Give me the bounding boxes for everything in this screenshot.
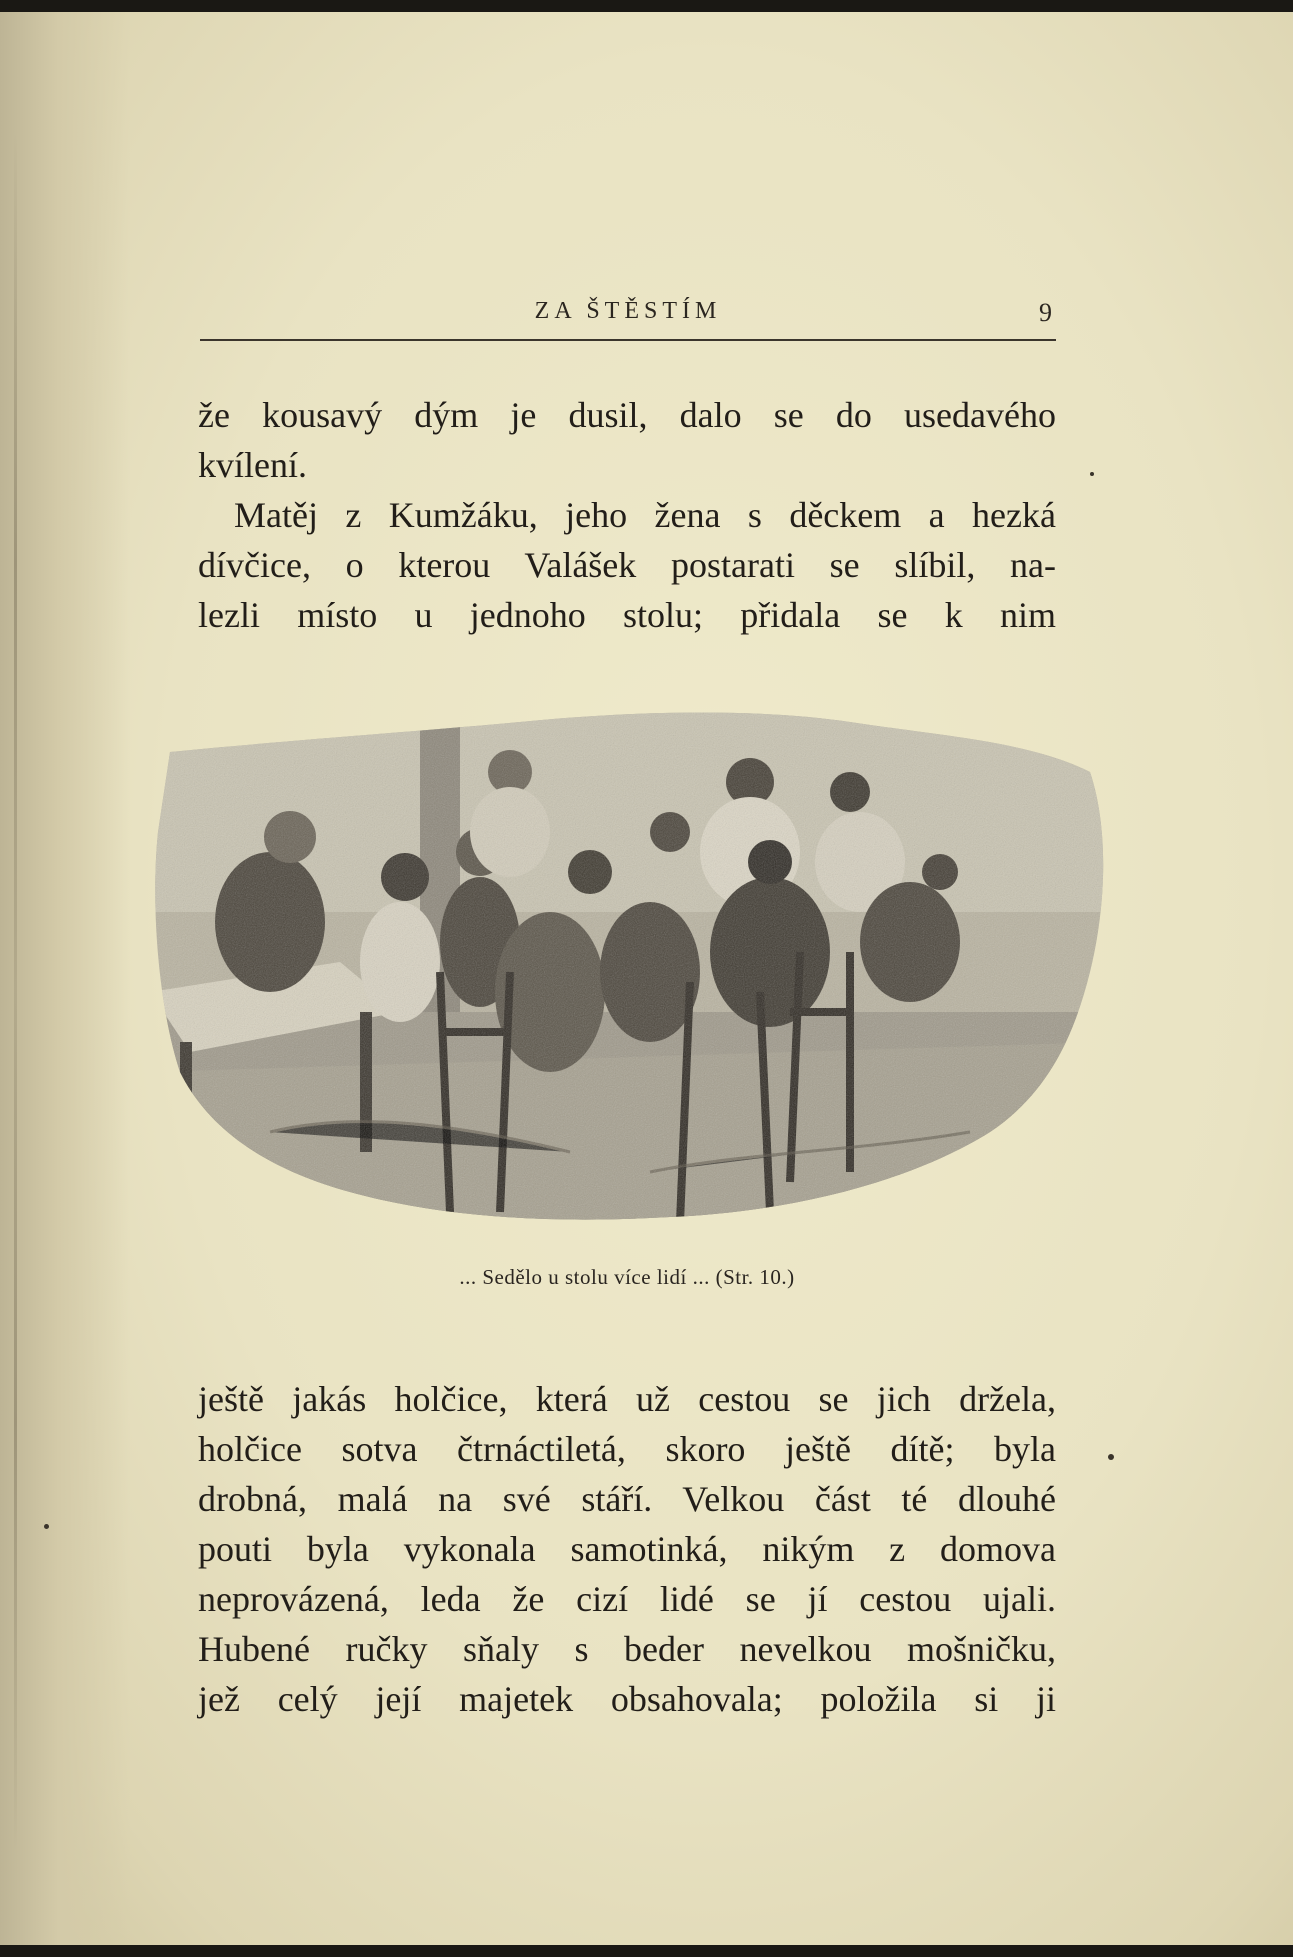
text-line: neprovázená, leda že cizí lidé se jí cestou ujali. xyxy=(198,1579,1056,1619)
tavern-illustration xyxy=(150,712,1110,1232)
text-line: lezli místo u jednoho stolu; přidala se k nim xyxy=(198,595,1056,635)
ink-speck xyxy=(1090,472,1094,476)
text-line: ještě jakás holčice, která už cestou se jich držela, xyxy=(198,1379,1056,1419)
text-line: Hubené ručky sňaly s beder nevelkou mošničku, xyxy=(198,1629,1056,1669)
running-head xyxy=(200,290,1056,330)
text-line: drobná, malá na své stáří. Velkou část té dlouhé xyxy=(198,1479,1056,1519)
text-line: kvílení. xyxy=(198,445,307,485)
text-line: holčice sotva čtrnáctiletá, skoro ještě dítě; byla xyxy=(198,1429,1056,1469)
top-paragraph xyxy=(198,390,1056,640)
illustration-scene xyxy=(150,712,1110,1232)
illustration-caption: ... Sedělo u stolu více lidí ... (Str. 10.) xyxy=(459,1265,795,1289)
text-line: Matěj z Kumžáku, jeho žena s děckem a hezká xyxy=(234,495,1056,535)
ink-speck xyxy=(44,1524,49,1529)
book-page xyxy=(0,12,1293,1945)
text-line: že kousavý dým je dusil, dalo se do usedavého xyxy=(198,395,1056,435)
gutter-fold-line xyxy=(14,132,17,1852)
page-number: 9 xyxy=(1039,298,1052,327)
header-rule xyxy=(200,339,1056,341)
page-gutter-shadow xyxy=(0,12,130,1945)
bottom-paragraph xyxy=(198,1374,1056,1724)
text-line: pouti byla vykonala samotinká, nikým z domova xyxy=(198,1529,1056,1569)
text-line: dívčice, o kterou Valášek postarati se slíbil, na- xyxy=(198,545,1056,585)
running-title: ZA ŠTĚSTÍM xyxy=(534,298,722,324)
text-line: jež celý její majetek obsahovala; položila si ji xyxy=(198,1679,1056,1719)
ink-speck xyxy=(1108,1454,1114,1460)
